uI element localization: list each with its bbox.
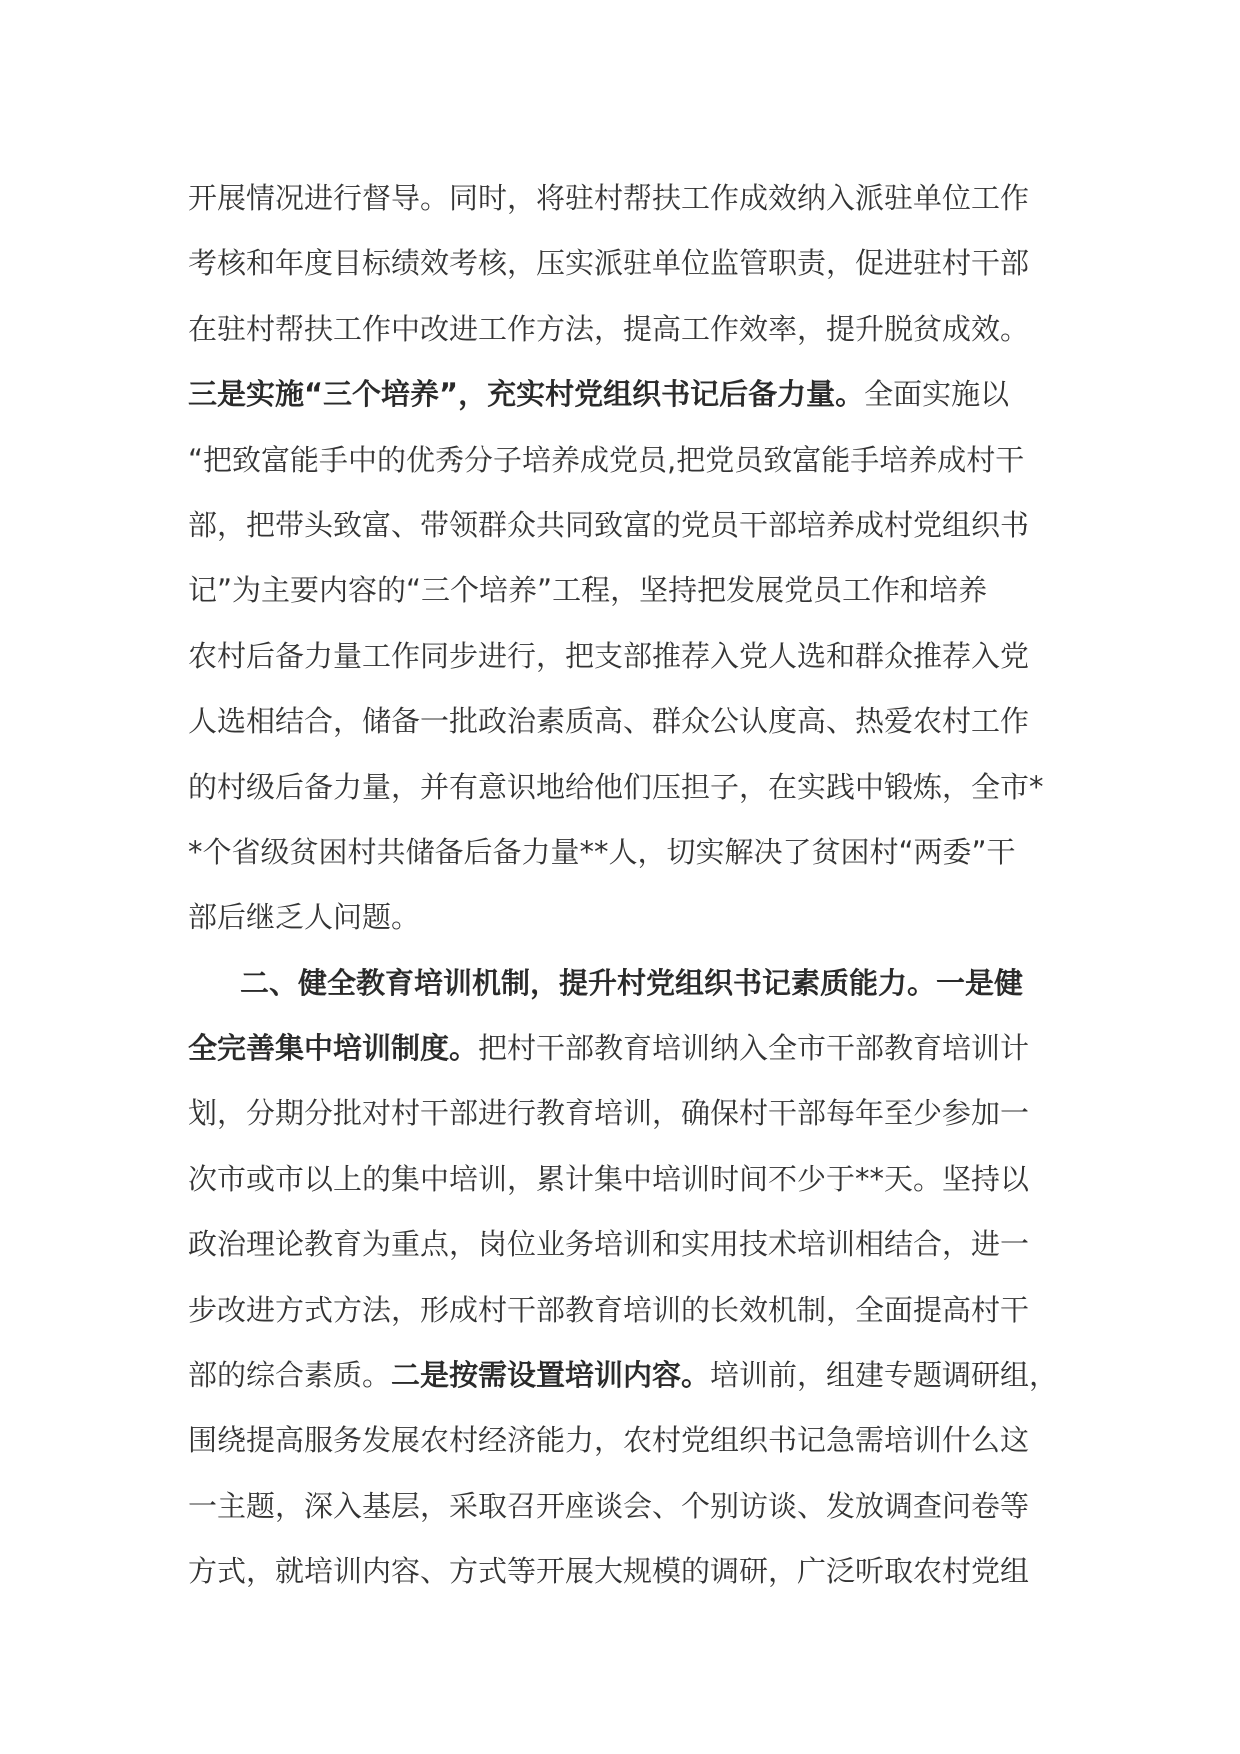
text-line bbox=[188, 493, 1068, 558]
text-line bbox=[188, 1016, 1068, 1081]
text-run: 部的综合素质。 bbox=[188, 1358, 392, 1393]
text-run: 政治理论教育为重点，岗位业务培训和实用技术培训相结合，进一 bbox=[188, 1227, 1030, 1262]
text-run: 开展情况进行督导。同时，将驻村帮扶工作成效纳入派驻单位工作 bbox=[188, 181, 1030, 215]
document-body bbox=[188, 166, 1068, 1605]
text-line bbox=[188, 231, 1068, 296]
text-line bbox=[188, 558, 1068, 623]
text-line bbox=[188, 1408, 1068, 1473]
text-run: 部后继乏人问题。 bbox=[188, 900, 421, 935]
text-run: 的村级后备力量，并有意识地给他们压担子，在实践中锻炼，全市* bbox=[188, 769, 1044, 804]
text-run: 人选相结合，储备一批政治素质高、群众公认度高、热爱农村工作 bbox=[188, 704, 1030, 739]
text-line bbox=[188, 362, 1068, 427]
text-line bbox=[188, 689, 1068, 754]
text-run: 培训前，组建专题调研组， bbox=[710, 1358, 1059, 1393]
text-line bbox=[188, 1278, 1068, 1343]
bold-heading-run: 全完善集中培训制度。 bbox=[188, 1031, 479, 1066]
text-line bbox=[188, 1147, 1068, 1212]
text-run: 把村干部教育培训纳入全市干部教育培训计 bbox=[478, 1031, 1030, 1066]
text-line bbox=[188, 1474, 1068, 1539]
text-line bbox=[188, 1081, 1068, 1146]
text-line-indented bbox=[188, 951, 1068, 1016]
text-run: 考核和年度目标绩效考核，压实派驻单位监管职责，促进驻村干部 bbox=[188, 246, 1030, 281]
text-run: 农村后备力量工作同步进行，把支部推荐入党人选和群众推荐入党 bbox=[188, 638, 1030, 673]
text-line bbox=[188, 166, 1068, 231]
bold-heading-run: 二是按需设置培训内容。 bbox=[391, 1358, 711, 1393]
text-run: 方式，就培训内容、方式等开展大规模的调研，广泛听取农村党组 bbox=[188, 1554, 1030, 1589]
text-line bbox=[188, 885, 1068, 950]
text-run: 围绕提高服务发展农村经济能力，农村党组织书记急需培训什么这 bbox=[188, 1423, 1030, 1458]
text-line bbox=[188, 1343, 1068, 1408]
text-line bbox=[188, 1539, 1068, 1604]
text-run: 次市或市以上的集中培训，累计集中培训时间不少于**天。坚持以 bbox=[188, 1161, 1030, 1196]
text-line bbox=[188, 820, 1068, 885]
text-line bbox=[188, 624, 1068, 689]
text-run: 在驻村帮扶工作中改进工作方法，提高工作效率，提升脱贫成效。 bbox=[188, 311, 1030, 346]
bold-heading-run: 三是实施“三个培养”，充实村党组织书记后备力量。 bbox=[188, 377, 865, 412]
text-run: 一主题，深入基层，采取召开座谈会、个别访谈、发放调查问卷等 bbox=[188, 1488, 1030, 1523]
text-run: 划，分期分批对村干部进行教育培训，确保村干部每年至少参加一 bbox=[188, 1096, 1030, 1131]
text-run: 步改进方式方法，形成村干部教育培训的长效机制，全面提高村干 bbox=[188, 1292, 1030, 1327]
text-line bbox=[188, 755, 1068, 820]
text-run: 全面实施以 bbox=[864, 377, 1010, 412]
section-heading: 二、健全教育培训机制，提升村党组织书记素质能力。一是健 bbox=[240, 965, 1024, 1000]
text-line bbox=[188, 428, 1068, 493]
text-run: 记”为主要内容的“三个培养”工程，坚持把发展党员工作和培养 bbox=[188, 573, 988, 608]
text-run: “把致富能手中的优秀分子培养成党员,把党员致富能手培养成村干 bbox=[188, 442, 1025, 477]
text-line bbox=[188, 297, 1068, 362]
text-run: 部，把带头致富、带领群众共同致富的党员干部培养成村党组织书 bbox=[188, 507, 1030, 542]
text-run: *个省级贫困村共储备后备力量**人，切实解决了贫困村“两委”干 bbox=[188, 834, 1016, 869]
text-line bbox=[188, 1212, 1068, 1277]
